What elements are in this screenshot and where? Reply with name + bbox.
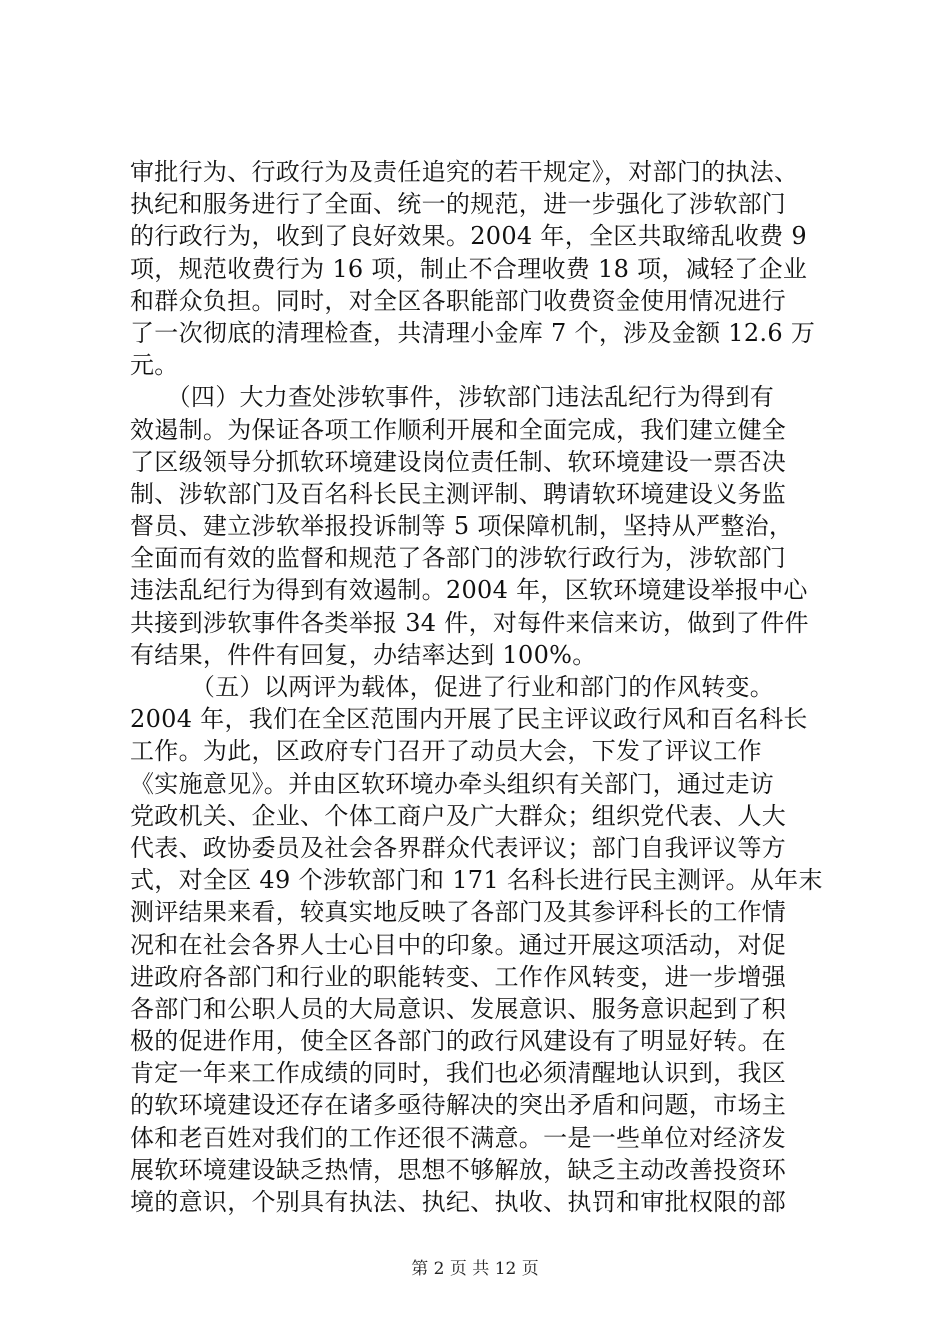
text-line: 展软环境建设缺乏热情，思想不够解放，缺乏主动改善投资环 bbox=[130, 1155, 787, 1184]
text-line: （五）以两评为载体，促进了行业和部门的作风转变。 bbox=[130, 673, 775, 701]
text-line: 审批行为、行政行为及责任追究的若干规定》，对部门的执法、 bbox=[130, 158, 799, 186]
text-line: 代表、政协委员及社会各界群众代表评议；部门自我评议等方 bbox=[130, 833, 787, 862]
text-line: 式，对全区 49 个涉软部门和 171 名科长进行民主测评。从年末 bbox=[130, 866, 823, 895]
text-line: 执纪和服务进行了全面、统一的规范，进一步强化了涉软部门 bbox=[130, 190, 787, 219]
text-line: 各部门和公职人员的大局意识、发展意识、服务意识起到了积 bbox=[130, 994, 787, 1023]
text-line: 极的促进作用，使全区各部门的政行风建设有了明显好转。在 bbox=[130, 1027, 787, 1056]
text-line: 况和在社会各界人士心目中的印象。通过开展这项活动，对促 bbox=[130, 930, 787, 959]
text-line: 了区级领导分抓软环境建设岗位责任制、软环境建设一票否决 bbox=[130, 447, 787, 476]
text-line: 进政府各部门和行业的职能转变、工作作风转变，进一步增强 bbox=[130, 962, 787, 991]
text-line: 元。 bbox=[130, 351, 179, 380]
text-line: 违法乱纪行为得到有效遏制。2004 年，区软环境建设举报中心 bbox=[130, 576, 808, 605]
text-line: 有结果，件件有回复，办结率达到 100%。 bbox=[130, 640, 597, 669]
text-line: 2004 年，我们在全区范围内开展了民主评议政行风和百名科长 bbox=[130, 705, 808, 734]
body-text bbox=[130, 156, 830, 1218]
text-line: （四）大力查处涉软事件，涉软部门违法乱纪行为得到有 bbox=[130, 383, 775, 412]
text-line: 和群众负担。同时，对全区各职能部门收费资金使用情况进行 bbox=[130, 286, 787, 315]
text-line: 全面而有效的监督和规范了各部门的涉软行政行为，涉软部门 bbox=[130, 544, 787, 573]
text-line: 工作。为此，区政府专门召开了动员大会，下发了评议工作 bbox=[130, 737, 762, 766]
text-line: 《实施意见》。并由区软环境办牵头组织有关部门，通过走访 bbox=[130, 769, 775, 798]
text-line: 了一次彻底的清理检查，共清理小金库 7 个，涉及金额 12.6 万 bbox=[130, 318, 816, 347]
text-line: 党政机关、企业、个体工商户及广大群众；组织党代表、人大 bbox=[130, 801, 787, 830]
text-line: 制、涉软部门及百名科长民主测评制、聘请软环境建设义务监 bbox=[130, 479, 787, 508]
text-line: 肯定一年来工作成绩的同时，我们也必须清醒地认识到，我区 bbox=[130, 1059, 787, 1088]
text-line: 督员、建立涉软举报投诉制等 5 项保障机制，坚持从严整治， bbox=[130, 512, 794, 541]
text-line: 境的意识，个别具有执法、执纪、执收、执罚和审批权限的部 bbox=[130, 1188, 787, 1216]
text-line: 的行政行为，收到了良好效果。2004 年，全区共取缔乱收费 9 bbox=[130, 222, 807, 251]
text-line: 的软环境建设还存在诸多亟待解决的突出矛盾和问题，市场主 bbox=[130, 1091, 787, 1120]
text-line: 共接到涉软事件各类举报 34 件，对每件来信来访，做到了件件 bbox=[130, 608, 809, 637]
text-line: 效遏制。为保证各项工作顺利开展和全面完成，我们建立健全 bbox=[130, 415, 787, 444]
text-line: 项，规范收费行为 16 项，制止不合理收费 18 项，减轻了企业 bbox=[130, 254, 808, 283]
text-line: 体和老百姓对我们的工作还很不满意。一是一些单位对经济发 bbox=[130, 1123, 787, 1152]
text-line: 测评结果来看，较真实地反映了各部门及其参评科长的工作情 bbox=[130, 898, 787, 927]
page-number-footer: 第 2 页 共 12 页 bbox=[411, 1259, 539, 1279]
